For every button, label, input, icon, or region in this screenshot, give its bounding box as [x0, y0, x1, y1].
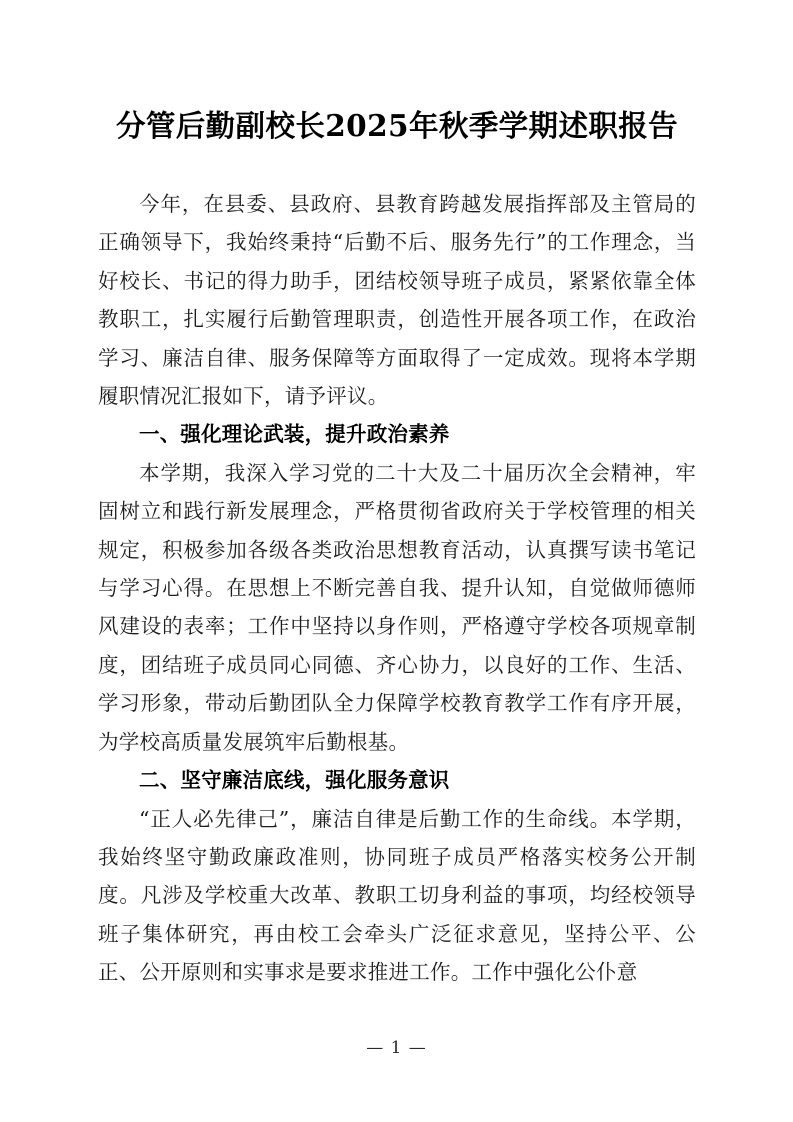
paragraph-section-1: 本学期，我深入学习党的二十大及二十届历次全会精神，牢固树立和践行新发展理念，严格贯彻省政府关于学校管理的相关规定，积极参加各级各类政治思想教育活动，认真撰写读书笔记与学习心得。在思想上不断完善自我、提升认知，自觉做师德师风建设的表率；工作中坚持以身作则，严格遵守学校各项规章制度，团结班子成员同心同德、齐心协力，以良好的工作、生活、学习形象，带动后勤团队全力保障学校教育教学工作有序开展，为学校高质量发展筑牢后勤根基。: [98, 460, 696, 754]
section-heading-1: 一、强化理论武装，提升政治素养: [139, 422, 450, 447]
page-title: 分管后勤副校长2025年秋季学期述职报告: [115, 108, 679, 143]
paragraph-intro: 今年，在县委、县政府、县教育跨越发展指挥部及主管局的正确领导下，我始终秉持“后勤不后、服务先行”的工作理念，当好校长、书记的得力助手，团结校领导班子成员，紧紧依靠全体教职工，扎实履行后勤管理职责，创造性开展各项工作，在政治学习、廉洁自律、服务保障等方面取得了一定成效。现将本学期履职情况汇报如下，请予评议。: [98, 192, 696, 409]
section-heading-2: 二、坚守廉洁底线，强化服务意识: [139, 768, 450, 793]
document-content: [98, 0, 696, 992]
page-number-footer: — 1 —: [366, 1038, 427, 1058]
paragraph-section-2: “正人必先律己”，廉洁自律是后勤工作的生命线。本学期，我始终坚守勤政廉政准则，协同班子成员严格落实校务公开制度。凡涉及学校重大改革、教职工切身利益的事项，均经校领导班子集体研究，再由校工会牵头广泛征求意见，坚持公平、公正、公开原则和实事求是要求推进工作。工作中强化公仆意: [98, 806, 696, 985]
